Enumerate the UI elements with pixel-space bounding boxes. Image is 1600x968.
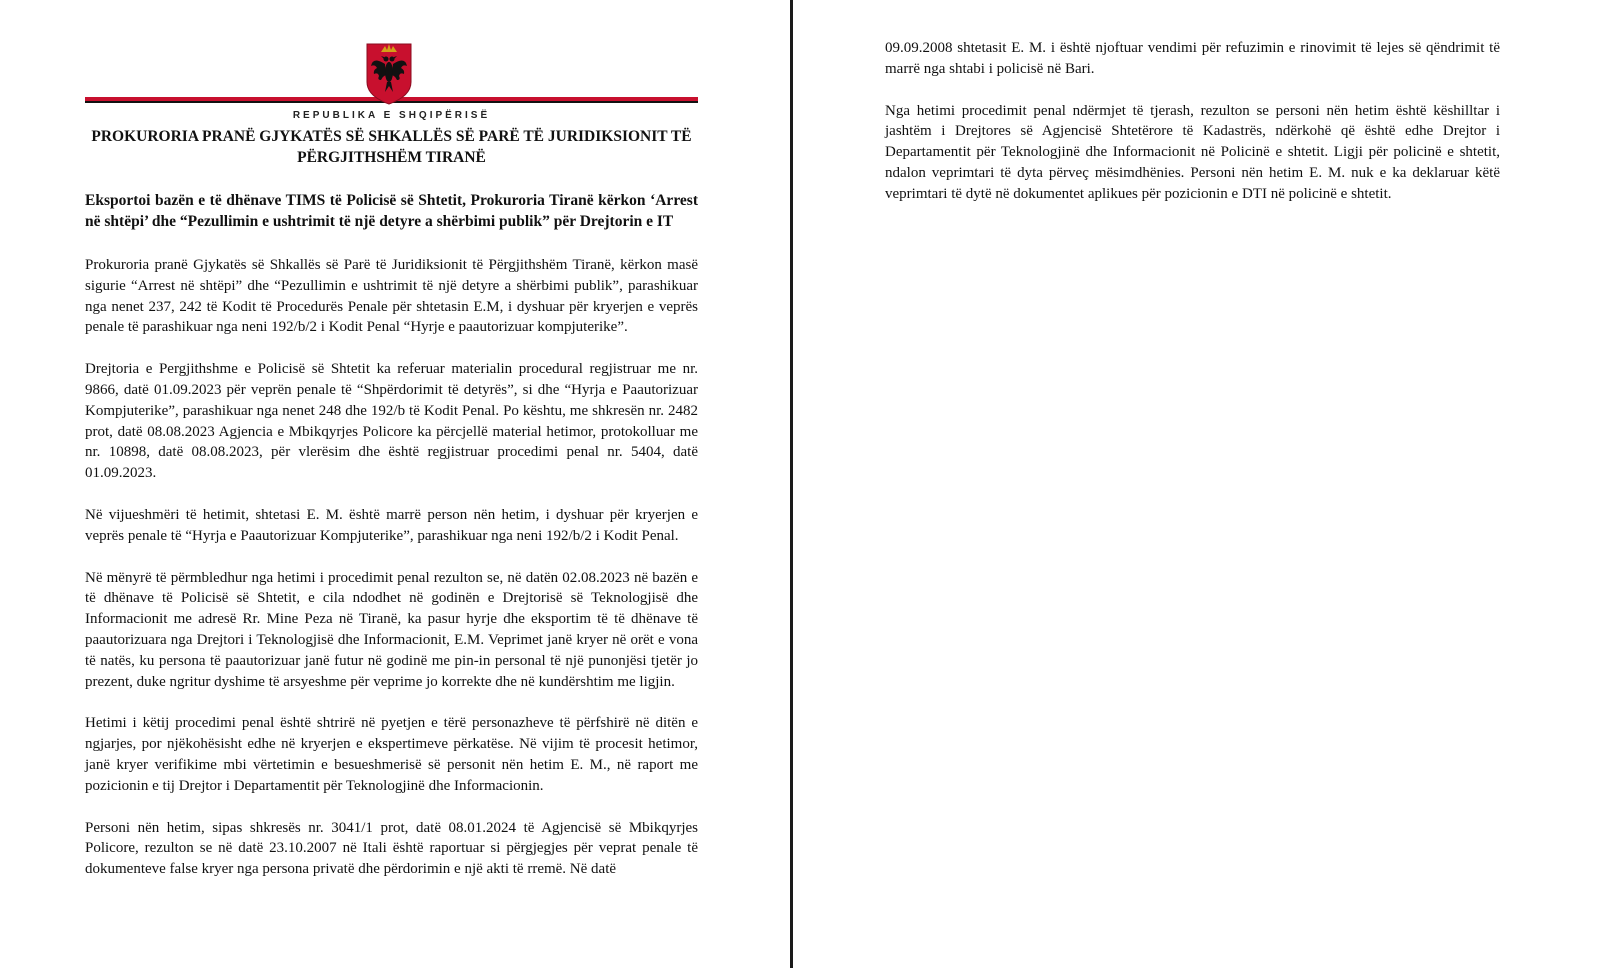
left-column bbox=[85, 0, 698, 880]
paragraph: Në mënyrë të përmbledhur nga hetimi i procedimit penal rezulton se, në datën 02.08.2023 në bazën e të dhënave të Policisë së Shtetit, e cila ndodhet në godinën e Drejtorisë së Teknologjisë dhe Informacionit me adresë Rr. Mine Peza në Tiranë, ka pasur hyrje dhe eksportim të të dhënave të paautorizuara nga Drejtori i Teknologjisë dhe Informacionit, E.M. Veprimet janë kryer në orët e vona të natës, ku persona të paautorizuar janë futur në godinë me pin-in personal të një punonjësi tjetër jo prezent, duke ngritur dyshime të arsyeshme për veprime jo korrekte dhe në kundërshtim me ligjin. bbox=[85, 569, 698, 690]
office-title-line1: PROKURORIA PRANË GJYKATËS SË SHKALLËS SË PARË TË JURIDIKSIONIT TË bbox=[91, 128, 692, 145]
albanian-eagle-emblem-icon bbox=[365, 42, 413, 106]
republic-label: REPUBLIKA E SHQIPËRISË bbox=[292, 110, 491, 121]
document-heading: Eksportoi bazën e të dhënave TIMS të Policisë së Shtetit, Prokuroria Tiranë kërkon ‘Arrest në shtëpi’ dhe “Pezullimin e ushtrimit të një detyre a shërbimi publik” për Drejtorin e IT bbox=[85, 192, 698, 230]
right-column bbox=[885, 38, 1500, 205]
document-page-left bbox=[0, 0, 790, 968]
office-title-line2: PËRGJITHSHËM TIRANË bbox=[297, 149, 486, 166]
letterhead bbox=[85, 0, 698, 120]
prosecution-office-title bbox=[85, 126, 698, 168]
paragraph: 09.09.2008 shtetasit E. M. i është njoftuar vendimi për refuzimin e rinovimit të lejes së qëndrimit të marrë nga shtabi i policisë në Bari. bbox=[885, 40, 1500, 77]
document-page-right bbox=[795, 0, 1600, 968]
paragraph: Hetimi i këtij procedimi penal është shtrirë në pyetjen e tërë personazheve të përfshirë në ditën e ngjarjes, por njëkohësisht edhe në kryerjen e ekspertimeve përkatëse. Në vijim të procesit hetimor, janë kryer verifikime mbi vërtetimin e besueshmerisë së personit nën hetim E. M., në raport me pozicionin e tij Drejtor i Departamentit për Teknologjinë dhe Informacionin. bbox=[85, 715, 698, 794]
paragraph: Në vijueshmëri të hetimit, shtetasi E. M. është marrë person nën hetim, i dyshuar për kryerjen e veprës penale të “Hyrja e Paautorizuar Kompjuterike”, parashikuar nga neni 192/b/2 i Kodit Penal. bbox=[85, 506, 698, 544]
paragraph: Personi nën hetim, sipas shkresës nr. 3041/1 prot, datë 08.01.2024 të Agjencisë së Mbikqyrjes Policore, rezulton se në datë 23.10.2007 në Itali është raportuar si përgjegjes për veprat penale të dokumenteve false kryer nga persona privatë dhe përdorimin e një akti të rremë. Në datë bbox=[85, 819, 698, 878]
paragraph: Drejtoria e Pergjithshme e Policisë së Shtetit ka referuar materialin procedural regjistruar me nr. 9866, datë 01.09.2023 për veprën penale të “Shpërdorimit të detyrës”, si dhe “Hyrja e Paautorizuar Kompjuterike”, parashikuar nga nenet 248 dhe 192/b të Kodit Penal. Po kështu, me shkresën nr. 2482 prot, datë 08.08.2023 Agjencia e Mbikqyrjes Policore ka përcjellë material hetimor, protokolluar me nr. 10898, datë 08.08.2023, për vlerësim dhe është regjistruar procedimi penal nr. 5404, datë 01.09.2023. bbox=[85, 361, 698, 482]
page-divider bbox=[790, 0, 793, 968]
paragraph: Nga hetimi procedimit penal ndërmjet të tjerash, rezulton se personi nën hetim është këshilltar i jashtëm i Drejtores së Agjencisë Shtetërore të Kadastrës, ndërkohë që është edhe Drejtor i Departamentit për Teknologjinë dhe Informacionit në Policinë e shtetit. Ligji për policinë e shtetit, ndalon veprimtari të dyta përveç mësimdhënies. Personi nën hetim E. M. nuk e ka deklaruar këtë veprimtari të dytë në dokumentet aplikues për pozicionin e DTI në policinë e shtetit. bbox=[885, 102, 1500, 202]
paragraph: Prokuroria pranë Gjykatës së Shkallës së Parë të Juridiksionit të Përgjithshëm Tiranë, kërkon masë sigurie “Arrest në shtëpi” dhe “Pezullimin e ushtrimit të një detyre a shërbimi publik”, parashikuar nga nenet 237, 242 të Kodit të Procedurës Penale për shtetasin E.M, i dyshuar për kryerjen e veprës penale të parashikuar nga neni 192/b/2 i Kodit Penal “Hyrje e paautorizuar kompjuterike”. bbox=[85, 257, 698, 336]
